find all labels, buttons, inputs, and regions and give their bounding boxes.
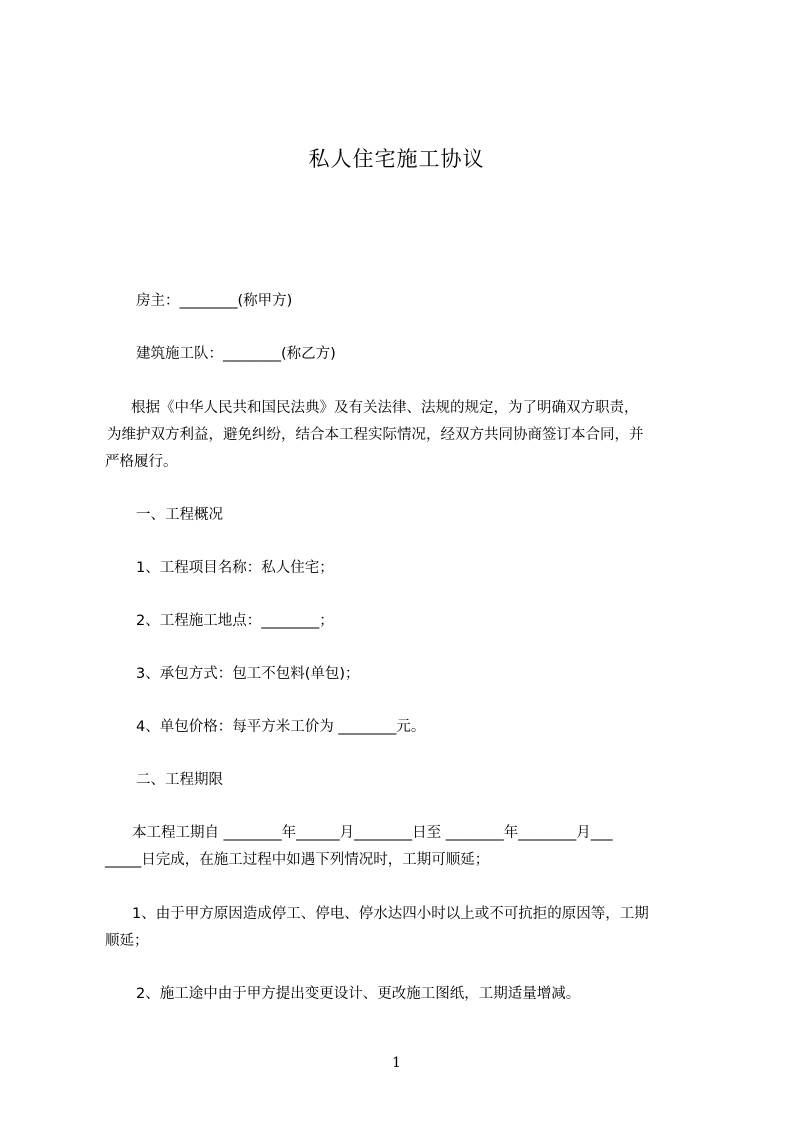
delay-item-2: 2、施工途中由于甲方提出变更设计、更改施工图纸，工期适量增减。 [136, 986, 581, 1002]
delay-item-1-line-2: 顺延； [105, 933, 149, 949]
party-a-line: 房主：________(称甲方) [136, 293, 293, 309]
delay-item-1-line-1: 1、由于甲方原因造成停工、停电、停水达四小时以上或不可抗拒的原因等，工期 [132, 906, 649, 922]
party-b-line: 建筑施工队：________(称乙方) [136, 346, 336, 362]
page-number: 1 [392, 1055, 401, 1071]
overview-item-project-name: 1、工程项目名称：私人住宅； [136, 560, 334, 576]
period-paragraph-line-1: 本工程工期自 ________年______月________日至 ________年________月___ [132, 825, 613, 841]
document-title: 私人住宅施工协议 [308, 147, 485, 171]
intro-paragraph-line-1: 根据《中华人民共和国民法典》及有关法律、法规的规定，为了明确双方职责， [131, 400, 639, 416]
section-heading-period: 二、工程期限 [136, 772, 223, 788]
period-paragraph-line-2: _____日完成，在施工过程中如遇下列情况时，工期可顺延； [105, 852, 490, 868]
overview-item-contract-type: 3、承包方式：包工不包料(单包)； [136, 666, 360, 682]
overview-item-price: 4、单包价格：每平方米工价为 ________元。 [136, 719, 426, 735]
overview-item-location: 2、工程施工地点：________； [136, 613, 334, 629]
section-heading-overview: 一、工程概况 [136, 507, 223, 523]
intro-paragraph-line-2: 为维护双方利益，避免纠纷，结合本工程实际情况，经双方共同协商签订本合同，并 [107, 427, 644, 443]
intro-paragraph-line-3: 严格履行。 [105, 454, 178, 470]
